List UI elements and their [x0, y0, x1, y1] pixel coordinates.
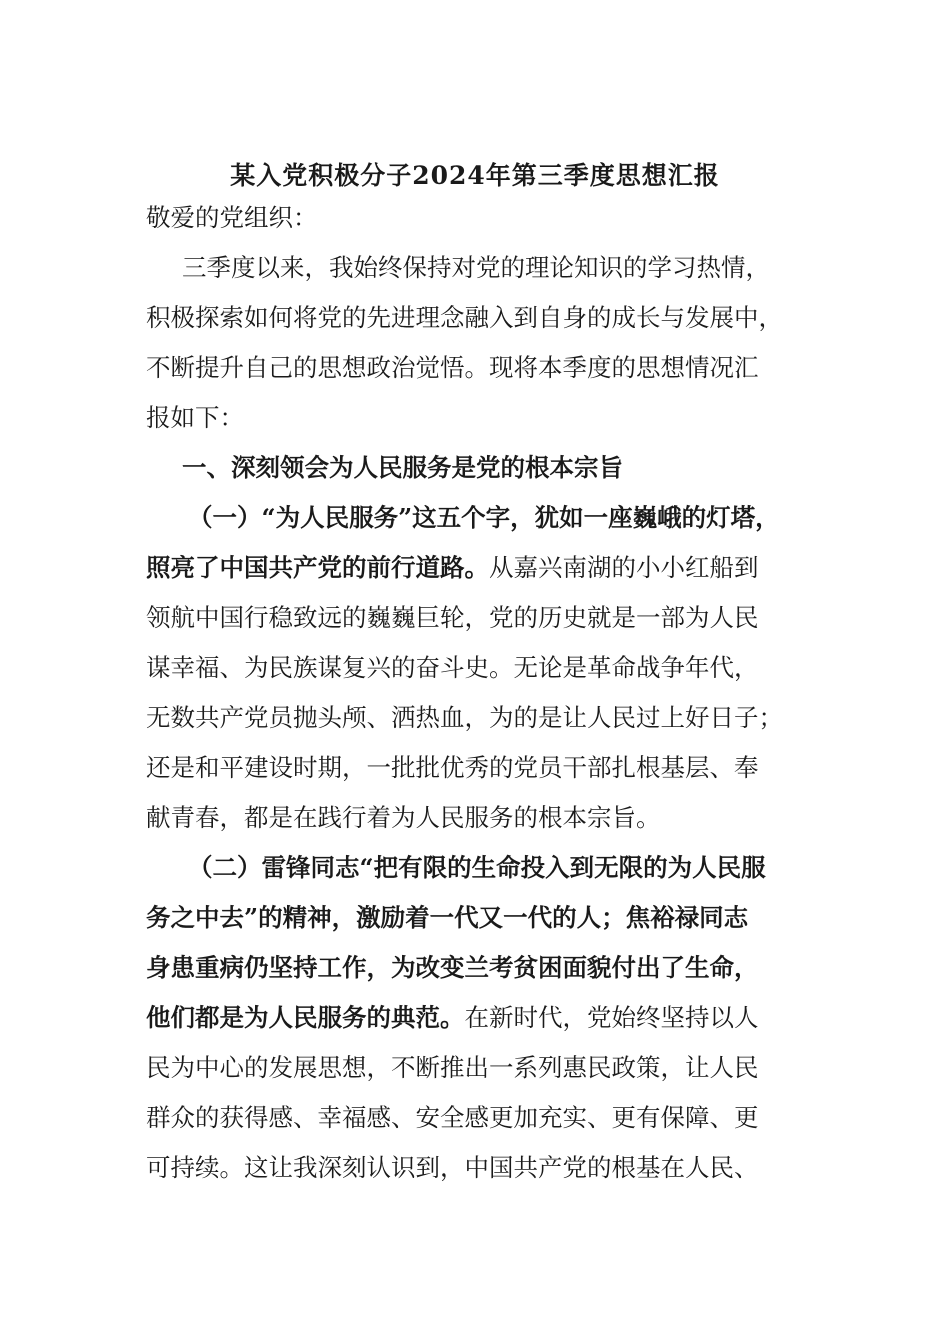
subsection-1-line: 领航中国行稳致远的巍巍巨轮，党的历史就是一部为人民: [146, 603, 759, 632]
salutation-paragraph: [146, 193, 814, 243]
subsection-2-bold-line: （二）雷锋同志“把有限的生命投入到无限的为人民服: [188, 853, 766, 882]
intro-line: 不断提升自己的思想政治觉悟。现将本季度的思想情况汇: [146, 353, 759, 382]
intro-line: 积极探索如何将党的先进理念融入到自身的成长与发展中，: [146, 303, 783, 332]
subsection-2-bold-line: 身患重病仍坚持工作，为改变兰考贫困面貌付出了生命，: [146, 953, 759, 982]
document-title: 某入党积极分子2024年第三季度思想汇报: [230, 161, 720, 190]
document-body: [146, 193, 814, 1193]
intro-line: 报如下：: [146, 403, 244, 432]
salutation: 敬爱的党组织：: [146, 203, 318, 232]
subsection-2-line: 群众的获得感、幸福感、安全感更加充实、更有保障、更: [146, 1103, 759, 1132]
subsection-1-bold-text: 照亮了中国共产党的前行道路。: [146, 553, 489, 582]
subsection-1-paragraph: [146, 493, 814, 843]
section-heading: 一、深刻领会为人民服务是党的根本宗旨: [182, 453, 623, 482]
section-heading-paragraph: [146, 443, 814, 493]
subsection-2-line: 可持续。这让我深刻认识到，中国共产党的根基在人民、: [146, 1153, 759, 1182]
subsection-2-plain-text: 在新时代，党始终坚持以人: [464, 1003, 759, 1032]
subsection-1-line: 无数共产党员抛头颅、洒热血，为的是让人民过上好日子；: [146, 703, 783, 732]
subsection-2-paragraph: [146, 843, 814, 1193]
subsection-1-mixed-line: [146, 543, 814, 593]
intro-line: 三季度以来，我始终保持对党的理论知识的学习热情，: [182, 253, 770, 282]
subsection-1-plain-text: 从嘉兴南湖的小小红船到: [489, 553, 759, 582]
subsection-1-bold-line: （一）“为人民服务”这五个字，犹如一座巍峨的灯塔，: [188, 503, 780, 532]
subsection-2-bold-text: 他们都是为人民服务的典范。: [146, 1003, 465, 1032]
subsection-2-mixed-line: [146, 993, 814, 1043]
subsection-1-line: 还是和平建设时期，一批批优秀的党员干部扎根基层、奉: [146, 753, 759, 782]
subsection-1-line: 献青春，都是在践行着为人民服务的根本宗旨。: [146, 803, 661, 832]
intro-paragraph: [146, 243, 814, 443]
subsection-2-bold-line: 务之中去”的精神，激励着一代又一代的人；焦裕禄同志: [146, 903, 749, 932]
subsection-1-line: 谋幸福、为民族谋复兴的奋斗史。无论是革命战争年代，: [146, 653, 759, 682]
subsection-2-line: 民为中心的发展思想，不断推出一系列惠民政策，让人民: [146, 1053, 759, 1082]
